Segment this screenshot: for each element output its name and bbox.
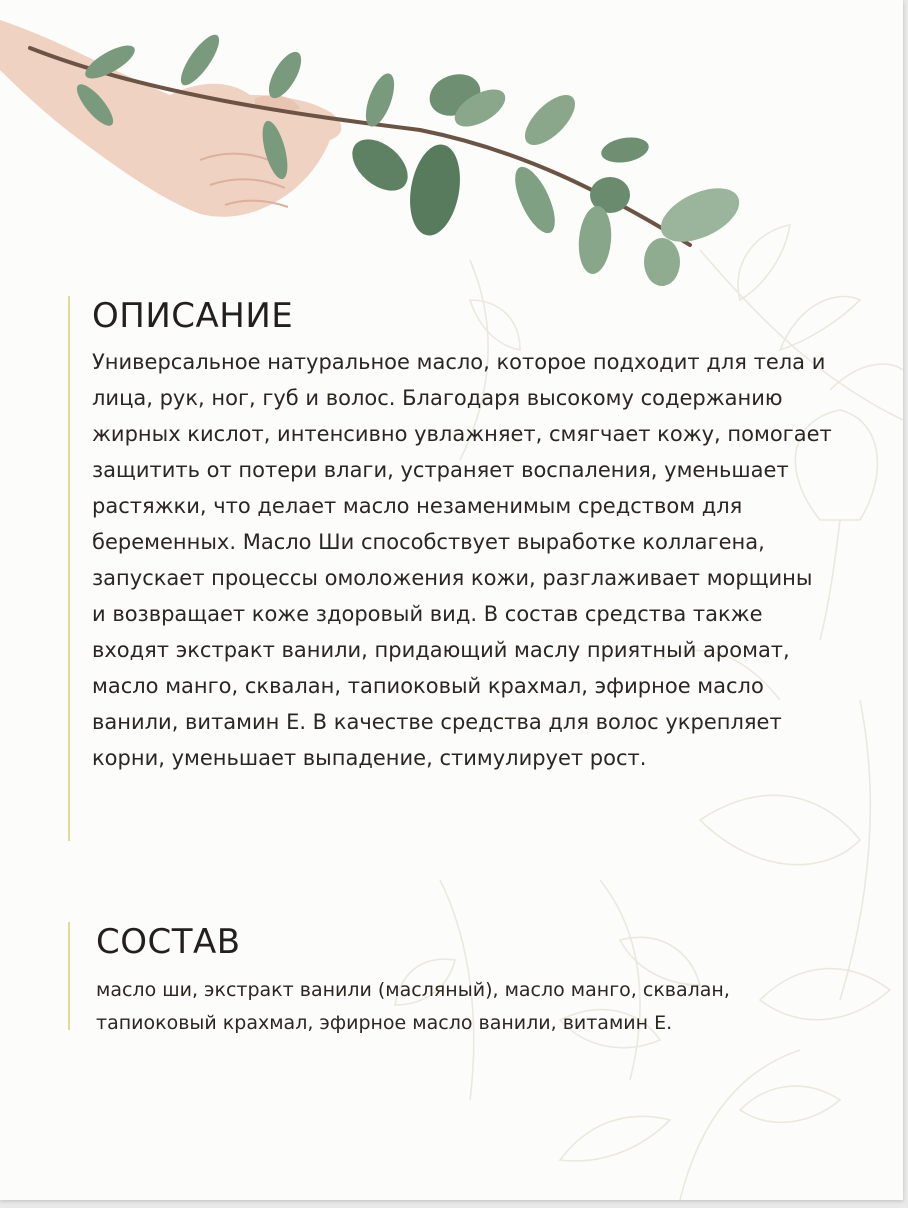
composition-body: масло ши, экстракт ванили (масляный), масло манго, сквалан, тапиоковый крахмал, эфирное масло ванили, витамин Е. (96, 979, 730, 1034)
composition-title: СОСТАВ (96, 922, 241, 962)
description-title: ОПИСАНИЕ (92, 296, 294, 336)
description-section (68, 296, 832, 841)
description-accent-bar (68, 296, 70, 841)
composition-section (68, 922, 828, 1034)
hand-holding-eucalyptus-branch (0, 0, 760, 300)
composition-accent-bar (68, 922, 70, 1030)
description-body: Универсальное натуральное масло, которое подходит для тела и лица, рук, ног, губ и волос. Благодаря высокому содержанию жирных кислот, интенсивно увлажняет, смягчает кожу, помогает защитить от потери влаги, устраняет воспаления, уменьшает растяжки, что делает масло незаменимым средством для беременных. Масло Ши способствует выработке коллагена, запускает процессы омоложения кожи, разглаживает морщины и возвращает коже здоровый вид. В состав средства также входят экстракт ванили, придающий маслу приятный аромат, масло манго, сквалан, тапиоковый крахмал, эфирное масло ванили, витамин Е. В качестве средства для волос укрепляет корни, уменьшает выпадение, стимулирует рост. (92, 350, 832, 770)
